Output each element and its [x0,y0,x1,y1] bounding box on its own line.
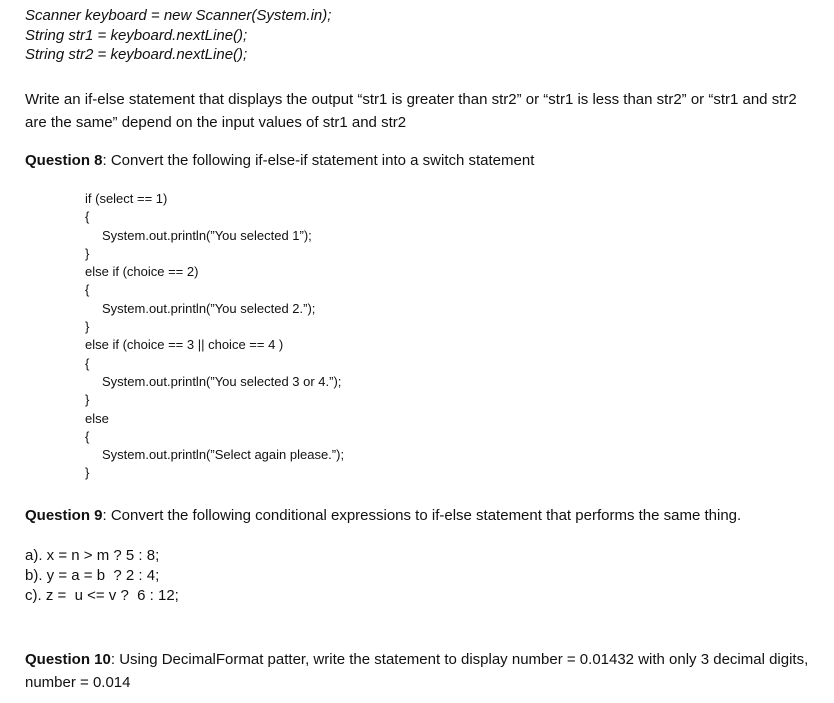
question-9-text: : Convert the following conditional expressions to if-else statement that performs the same thing. [102,507,742,524]
code-line: System.out.println(”You selected 2.”); [102,300,316,316]
code-line: else if (choice == 3 || choice == 4 ) [85,337,284,353]
question-8-text: : Convert the following if-else-if statement into a switch statement [102,152,535,169]
code-line: System.out.println(”Select again please.”); [102,447,345,463]
question-10-text: : Using DecimalFormat patter, write the statement to display number = 0.01432 with only 3 decimal digits, number = 0.014 [25,651,809,691]
code-line: } [85,392,90,408]
expression-line: b). y = a = b ? 2 : 4; [25,567,160,584]
code-line: else [85,410,109,426]
code-line: System.out.println(”You selected 3 or 4.”); [102,373,342,389]
question-8-code-block [85,190,344,483]
code-line: { [85,428,90,444]
intro-code-line: Scanner keyboard = new Scanner(System.in); [25,7,332,24]
code-line: { [85,355,90,371]
code-line: { [85,209,90,225]
intro-code-line: String str2 = keyboard.nextLine(); [25,46,248,63]
code-line: { [85,282,90,298]
question-9-expressions [25,546,179,606]
question-10 [25,648,815,694]
code-line: else if (choice == 2) [85,264,199,280]
code-line: } [85,465,90,481]
instruction-paragraph: Write an if-else statement that displays the output “str1 is greater than str2” or “str1 is less than str2” or “str1 and str2 are the same” depend on the input values of str1 and str2 [25,91,797,131]
question-9-label: Question 9 [25,507,103,524]
code-line: if (select == 1) [85,191,168,206]
expression-line: a). x = n > m ? 5 : 8; [25,547,160,564]
code-line: } [85,319,90,335]
intro-code-block [25,6,331,65]
question-8 [25,149,815,172]
question-9 [25,504,815,527]
question-8-label: Question 8 [25,152,103,169]
code-line: } [85,245,90,261]
expression-line: c). z = u <= v ? 6 : 12; [25,587,179,604]
code-line: System.out.println(”You selected 1”); [102,227,312,243]
question-10-label: Question 10 [25,651,111,668]
intro-code-line: String str1 = keyboard.nextLine(); [25,26,248,44]
